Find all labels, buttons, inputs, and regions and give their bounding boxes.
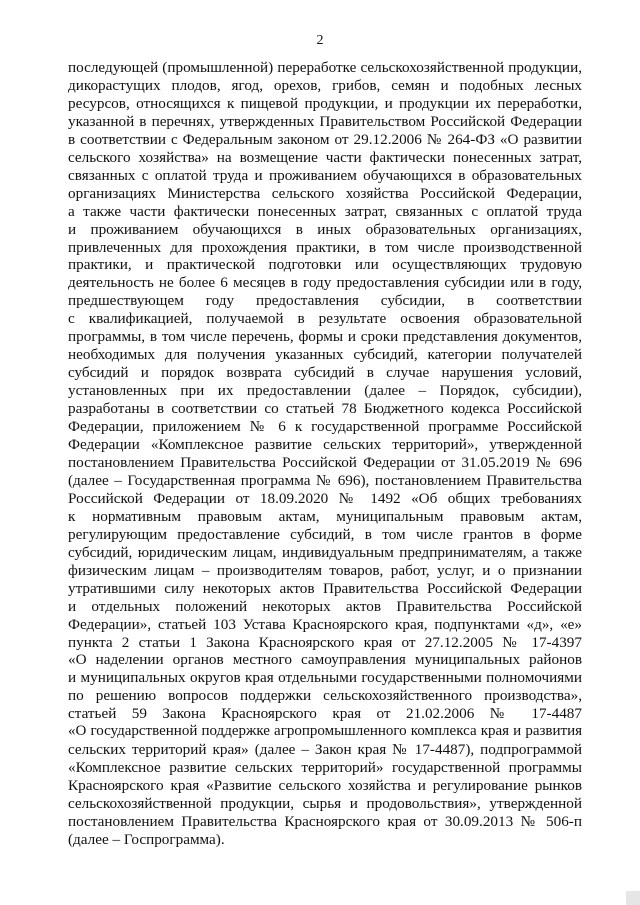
text-line: Российской Федерации от 18.09.2020 № 1492 «Об общих требованиях (68, 489, 582, 507)
text-line: деятельность не более 6 месяцев в году предоставления субсидии или в году, (68, 274, 582, 292)
text-line: с квалификацией, получаемой в результате освоения образовательной (68, 310, 582, 328)
page-number: 2 (316, 33, 324, 48)
text-line: «О наделении органов местного самоуправления муниципальных районов (68, 651, 582, 669)
text-line: ресурсов, относящихся к пищевой продукции, и продукции их переработки, (68, 94, 582, 112)
text-line: субсидий и порядок возврата субсидий в случае нарушения условий, (68, 364, 582, 382)
text-line: а также части фактически понесенных затрат, связанных с оплатой труда (68, 202, 582, 220)
text-line: (далее – Государственная программа № 696), постановлением Правительства (68, 471, 582, 489)
text-line: и проживанием обучающихся в иных образовательных организациях, (68, 220, 582, 238)
text-line: предшествующем году предоставления субсидии, в соответствии (68, 292, 582, 310)
text-line: сельских территорий края» (далее – Закон края № 17-4487), подпрограммой (68, 741, 582, 759)
text-line: постановлением Правительства Российской Федерации от 31.05.2019 № 696 (68, 453, 582, 471)
text-line: к нормативным правовым актам, муниципальным правовым актам, (68, 507, 582, 525)
text-line: в соответствии с Федеральным законом от 29.12.2006 № 264-ФЗ «О развитии (68, 130, 582, 148)
text-line: регулирующим предоставление субсидий, в том числе грантов в форме (68, 525, 582, 543)
corner-mark (626, 891, 640, 905)
text-line: (далее – Госпрограмма). (68, 830, 225, 848)
text-line: статьей 59 Закона Красноярского края от 21.02.2006 № 17-4487 (68, 705, 582, 723)
text-line: организациях Министерства сельского хозяйства Российской Федерации, (68, 184, 582, 202)
text-line: субсидий, юридическим лицам, индивидуальным предпринимателям, а также (68, 543, 582, 561)
text-line: сельскохозяйственной продукции, сырья и продовольствия», утвержденной (68, 795, 582, 813)
text-line: связанных с оплатой труда и проживанием обучающихся в образовательных (68, 166, 582, 184)
text-line: последующей (промышленной) переработке сельскохозяйственной продукции, (68, 59, 582, 76)
text-line: утратившими силу некоторых актов Правительства Российской Федерации (68, 579, 582, 597)
text-line: дикорастущих плодов, ягод, орехов, грибов, семян и подобных лесных (68, 76, 582, 94)
text-line: сельского хозяйства» на возмещение части фактически понесенных затрат, (68, 148, 582, 166)
text-line: постановлением Правительства Красноярского края от 30.09.2013 № 506-п (68, 813, 582, 831)
text-line: и отдельных положений некоторых актов Правительства Российской (68, 597, 582, 615)
text-line: по решению вопросов поддержки сельскохозяйственного производства», (68, 687, 582, 705)
text-line: пункта 2 статьи 1 Закона Красноярского края от 27.12.2005 № 17-4397 (68, 633, 582, 651)
text-line: указанной в перечнях, утвержденных Правительством Российской Федерации (68, 112, 582, 130)
text-line: Красноярского края «Развитие сельского хозяйства и регулирование рынков (68, 777, 582, 795)
text-line: программы, в том числе перечень, формы и сроки представления документов, (68, 328, 582, 346)
text-line: привлеченных для прохождения практики, в том числе производственной (68, 238, 582, 256)
text-line: Федерации «Комплексное развитие сельских территорий», утвержденной (68, 436, 582, 454)
text-line: установленных при их предоставлении (далее – Порядок, субсидии), (68, 382, 582, 400)
text-line: и муниципальных округов края отдельными государственными полномочиями (68, 669, 582, 687)
text-line: «О государственной поддержке агропромышленного комплекса края и развития (68, 723, 582, 740)
text-line: разработаны в соответствии со статьей 78 Бюджетного кодекса Российской (68, 400, 582, 418)
text-line: практики, и практической подготовки или осуществляющих трудовую (68, 256, 582, 274)
text-line: физическим лицам – производителям товаров, работ, услуг, и о признании (68, 561, 582, 579)
text-line: необходимых для получения указанных субсидий, категории получателей (68, 346, 582, 364)
body-paragraph (68, 59, 582, 849)
text-line: Федерации, приложением № 6 к государственной программе Российской (68, 418, 582, 436)
text-line: «Комплексное развитие сельских территорий» государственной программы (68, 759, 582, 777)
text-line: Федерации», статьей 103 Устава Красноярского края, подпунктами «д», «е» (68, 615, 582, 633)
